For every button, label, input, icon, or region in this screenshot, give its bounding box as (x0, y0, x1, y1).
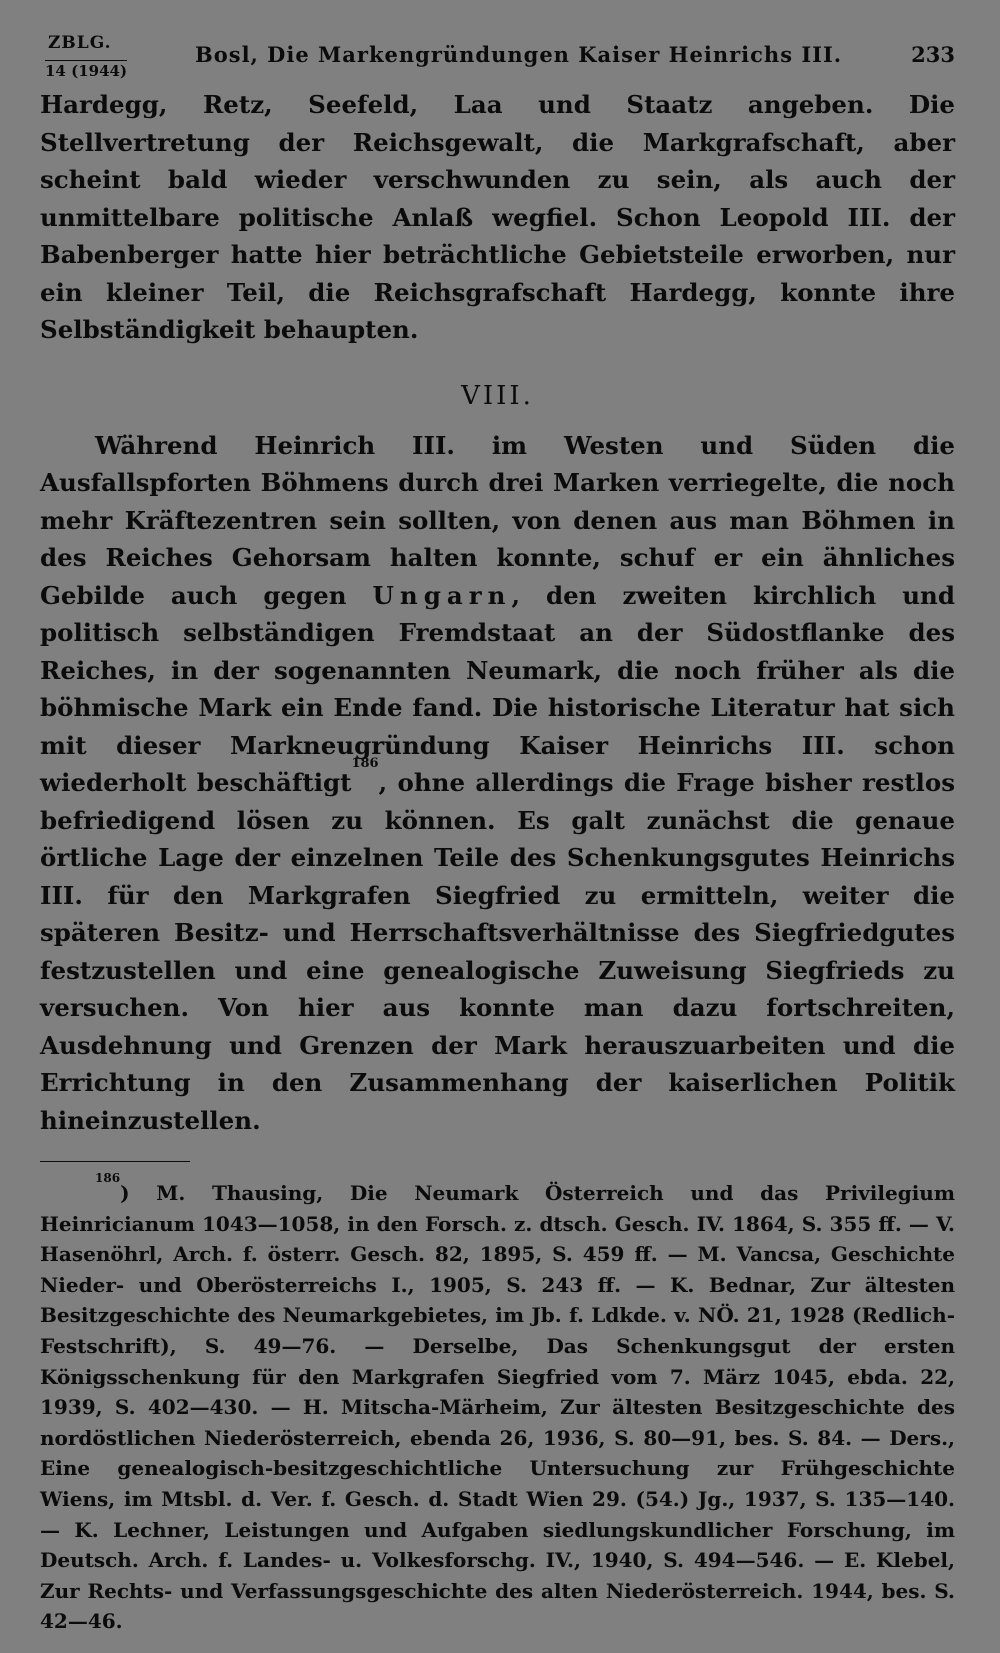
running-title: Bosl, Die Markengründungen Kaiser Heinrichs III. (195, 42, 843, 67)
journal-volume: 14 (1944) (45, 62, 128, 80)
paragraph-section-viii (40, 427, 955, 1140)
running-header (40, 28, 955, 86)
section-heading: VIII. (461, 380, 534, 411)
paragraph-text-part: , den zweiten kirchlich und politisch selbständigen Fremdstaat an der Südostflanke des Reiches, in der sogenannten Neumark, die noch früher als die böhmische Mark ein Ende fand. Die historische Literatur hat sich mit dieser Markneugründung Kaiser Heinrichs III. schon wiederholt beschäftigt (40, 580, 956, 797)
document-page (40, 28, 955, 1637)
journal-abbreviation: ZBLG. (48, 33, 112, 53)
page-number: 233 (911, 42, 955, 67)
paragraph-text-part: Während Heinrich III. im Westen und Süden die Ausfallspforten Böhmens durch drei Marken verriegelte, die noch mehr Kräftezentren sein sollten, von denen aus man Böhmen in des Reiches Gehorsam halten konnte, schuf er ein ähnliches Gebilde auch gegen (40, 430, 955, 610)
footnote-reference[interactable]: 186 (351, 756, 379, 771)
paragraph-text-part: , ohne allerdings die Frage bisher restlos befriedigend lösen zu können. Es galt zunächst die genaue örtliche Lage der einzelnen Teile des Schenkungsgutes Heinrichs III. für den Markgrafen Siegfried zu ermitteln, weiter die späteren Besitz- und Herrschaftsverhältnisse des Siegfriedgutes festzustellen und eine genealogische Zuweisung Siegfrieds zu versuchen. Von hier aus konnte man dazu fortschreiten, Ausdehnung und Grenzen der Mark herauszuarbeiten und die Errichtung in den Zusammenhang der kaiserlichen Politik hineinzustellen. (40, 768, 955, 1135)
footnote-separator (40, 1161, 190, 1162)
paragraph-continuation: Hardegg, Retz, Seefeld, Laa und Staatz angeben. Die Stellvertretung der Reichsgewalt, die Markgrafschaft, aber scheint bald wieder verschwunden zu sein, als auch der unmittelbare politische Anlaß wegfiel. Schon Leopold III. der Babenberger hatte hier beträchtliche Gebietsteile erworben, nur ein kleiner Teil, die Reichsgrafschaft Hardegg, konnte ihre Selbständigkeit behaupten. (40, 90, 955, 344)
footnote-186 (40, 1171, 955, 1637)
footnote-text: ) M. Thausing, Die Neumark Österreich und das Privilegium Heinricianum 1043—1058, in den Forsch. z. dtsch. Gesch. IV. 1864, S. 355 ff. — V. Hasenöhrl, Arch. f. österr. Gesch. 82, 1895, S. 459 ff. — M. Vancsa, Geschichte Nieder- und Oberösterreichs I., 1905, S. 243 ff. — K. Bednar, Zur ältesten Besitzgeschichte des Neumarkgebietes, im Jb. f. Ldkde. v. NÖ. 21, 1928 (Redlich-Festschrift), S. 49—76. — Derselbe, Das Schenkungsgut der ersten Königsschenkung für den Markgrafen Siegfried vom 7. März 1045, ebda. 22, 1939, S. 402—430. — H. Mitscha-Märheim, Zur ältesten Besitzgeschichte des nordöstlichen Niederösterreich, ebenda 26, 1936, S. 80—91, bes. S. 84. — Ders., Eine genealogisch-besitzgeschichtliche Untersuchung zur Frühgeschichte Wiens, im Mtsbl. d. Ver. f. Gesch. d. Stadt Wien 29. (54.) Jg., 1937, S. 135—140. — K. Lechner, Leistungen und Aufgaben siedlungskundlicher Forschung, im Deutsch. Arch. f. Landes- u. Volkesforschg. IV., 1940, S. 494—546. — E. Klebel, Zur Rechts- und Verfassungsgeschichte des alten Niederösterreich. 1944, bes. S. 42—46. (40, 1181, 955, 1634)
spaced-emphasis-word: Ungarn (372, 580, 512, 610)
footnote-marker: 186 (95, 1171, 121, 1185)
